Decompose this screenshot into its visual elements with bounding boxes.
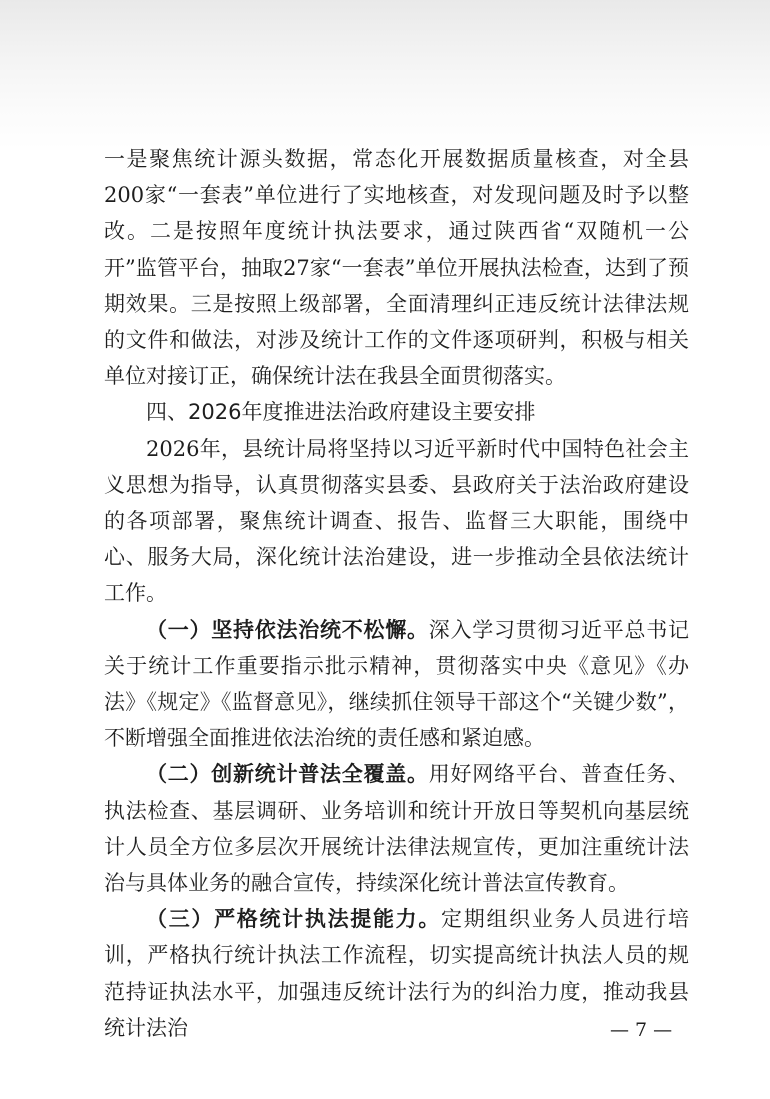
subsection-three-title: （三）严格统计执法提能力。 <box>146 906 442 932</box>
subsection-two-title: （二）创新统计普法全覆盖。 <box>146 761 429 787</box>
subsection-one-text: 深入学习贯彻习近平总书记关于统计工作重要指示批示精神，贯彻落实中央《意见》《办法》《规定》《监督意见》，继续抓住领导干部这个“关键少数”，不断增强全面推进依法治统的责任感和紧迫感。 <box>104 617 689 751</box>
paragraph-subsection-three <box>104 901 689 1046</box>
paragraph-subsection-one <box>104 612 689 757</box>
paragraph-2026-plan: 2026年，县统计局将坚持以习近平新时代中国特色社会主义思想为指导，认真贯彻落实县委、县政府关于法治政府建设的各项部署，聚焦统计调查、报告、监督三大职能，围绕中心、服务大局，深化统计法治建设，进一步推动全县依法统计工作。 <box>104 436 689 606</box>
subsection-one-title: （一）坚持依法治统不松懈。 <box>146 616 429 642</box>
subsection-three-text: 定期组织业务人员进行培训，严格执行统计执法工作流程，切实提高统计执法人员的规范持证执法水平，加强违反统计法行为的纠治力度，推动我县统计法治 <box>104 907 690 1040</box>
section-heading-four: 四、2026年度推进法治政府建设主要安排 <box>146 400 536 425</box>
paragraph-subsection-two <box>104 756 689 901</box>
document-body <box>104 141 689 1046</box>
paragraph-enforcement-summary: 一是聚焦统计源头数据，常态化开展数据质量核查，对全县200家“一套表”单位进行了实地核查，对发现问题及时予以整改。二是按照年度统计执法要求，通过陕西省“双随机一公开”监管平台，抽取27家“一套表”单位开展执法检查，达到了预期效果。三是按照上级部署，全面清理纠正违反统计法律法规的文件和做法，对涉及统计工作的文件逐项研判，积极与相关单位对接订正，确保统计法在我县全面贯彻落实。 <box>104 147 689 389</box>
subsection-two-text: 用好网络平台、普查任务、执法检查、基层调研、业务培训和统计开放日等契机向基层统计人员全方位多层次开展统计法律法规宣传，更加注重统计法治与具体业务的融合宣传，持续深化统计普法宣传教育。 <box>104 762 689 896</box>
page-number: — 7 — <box>610 1019 673 1041</box>
